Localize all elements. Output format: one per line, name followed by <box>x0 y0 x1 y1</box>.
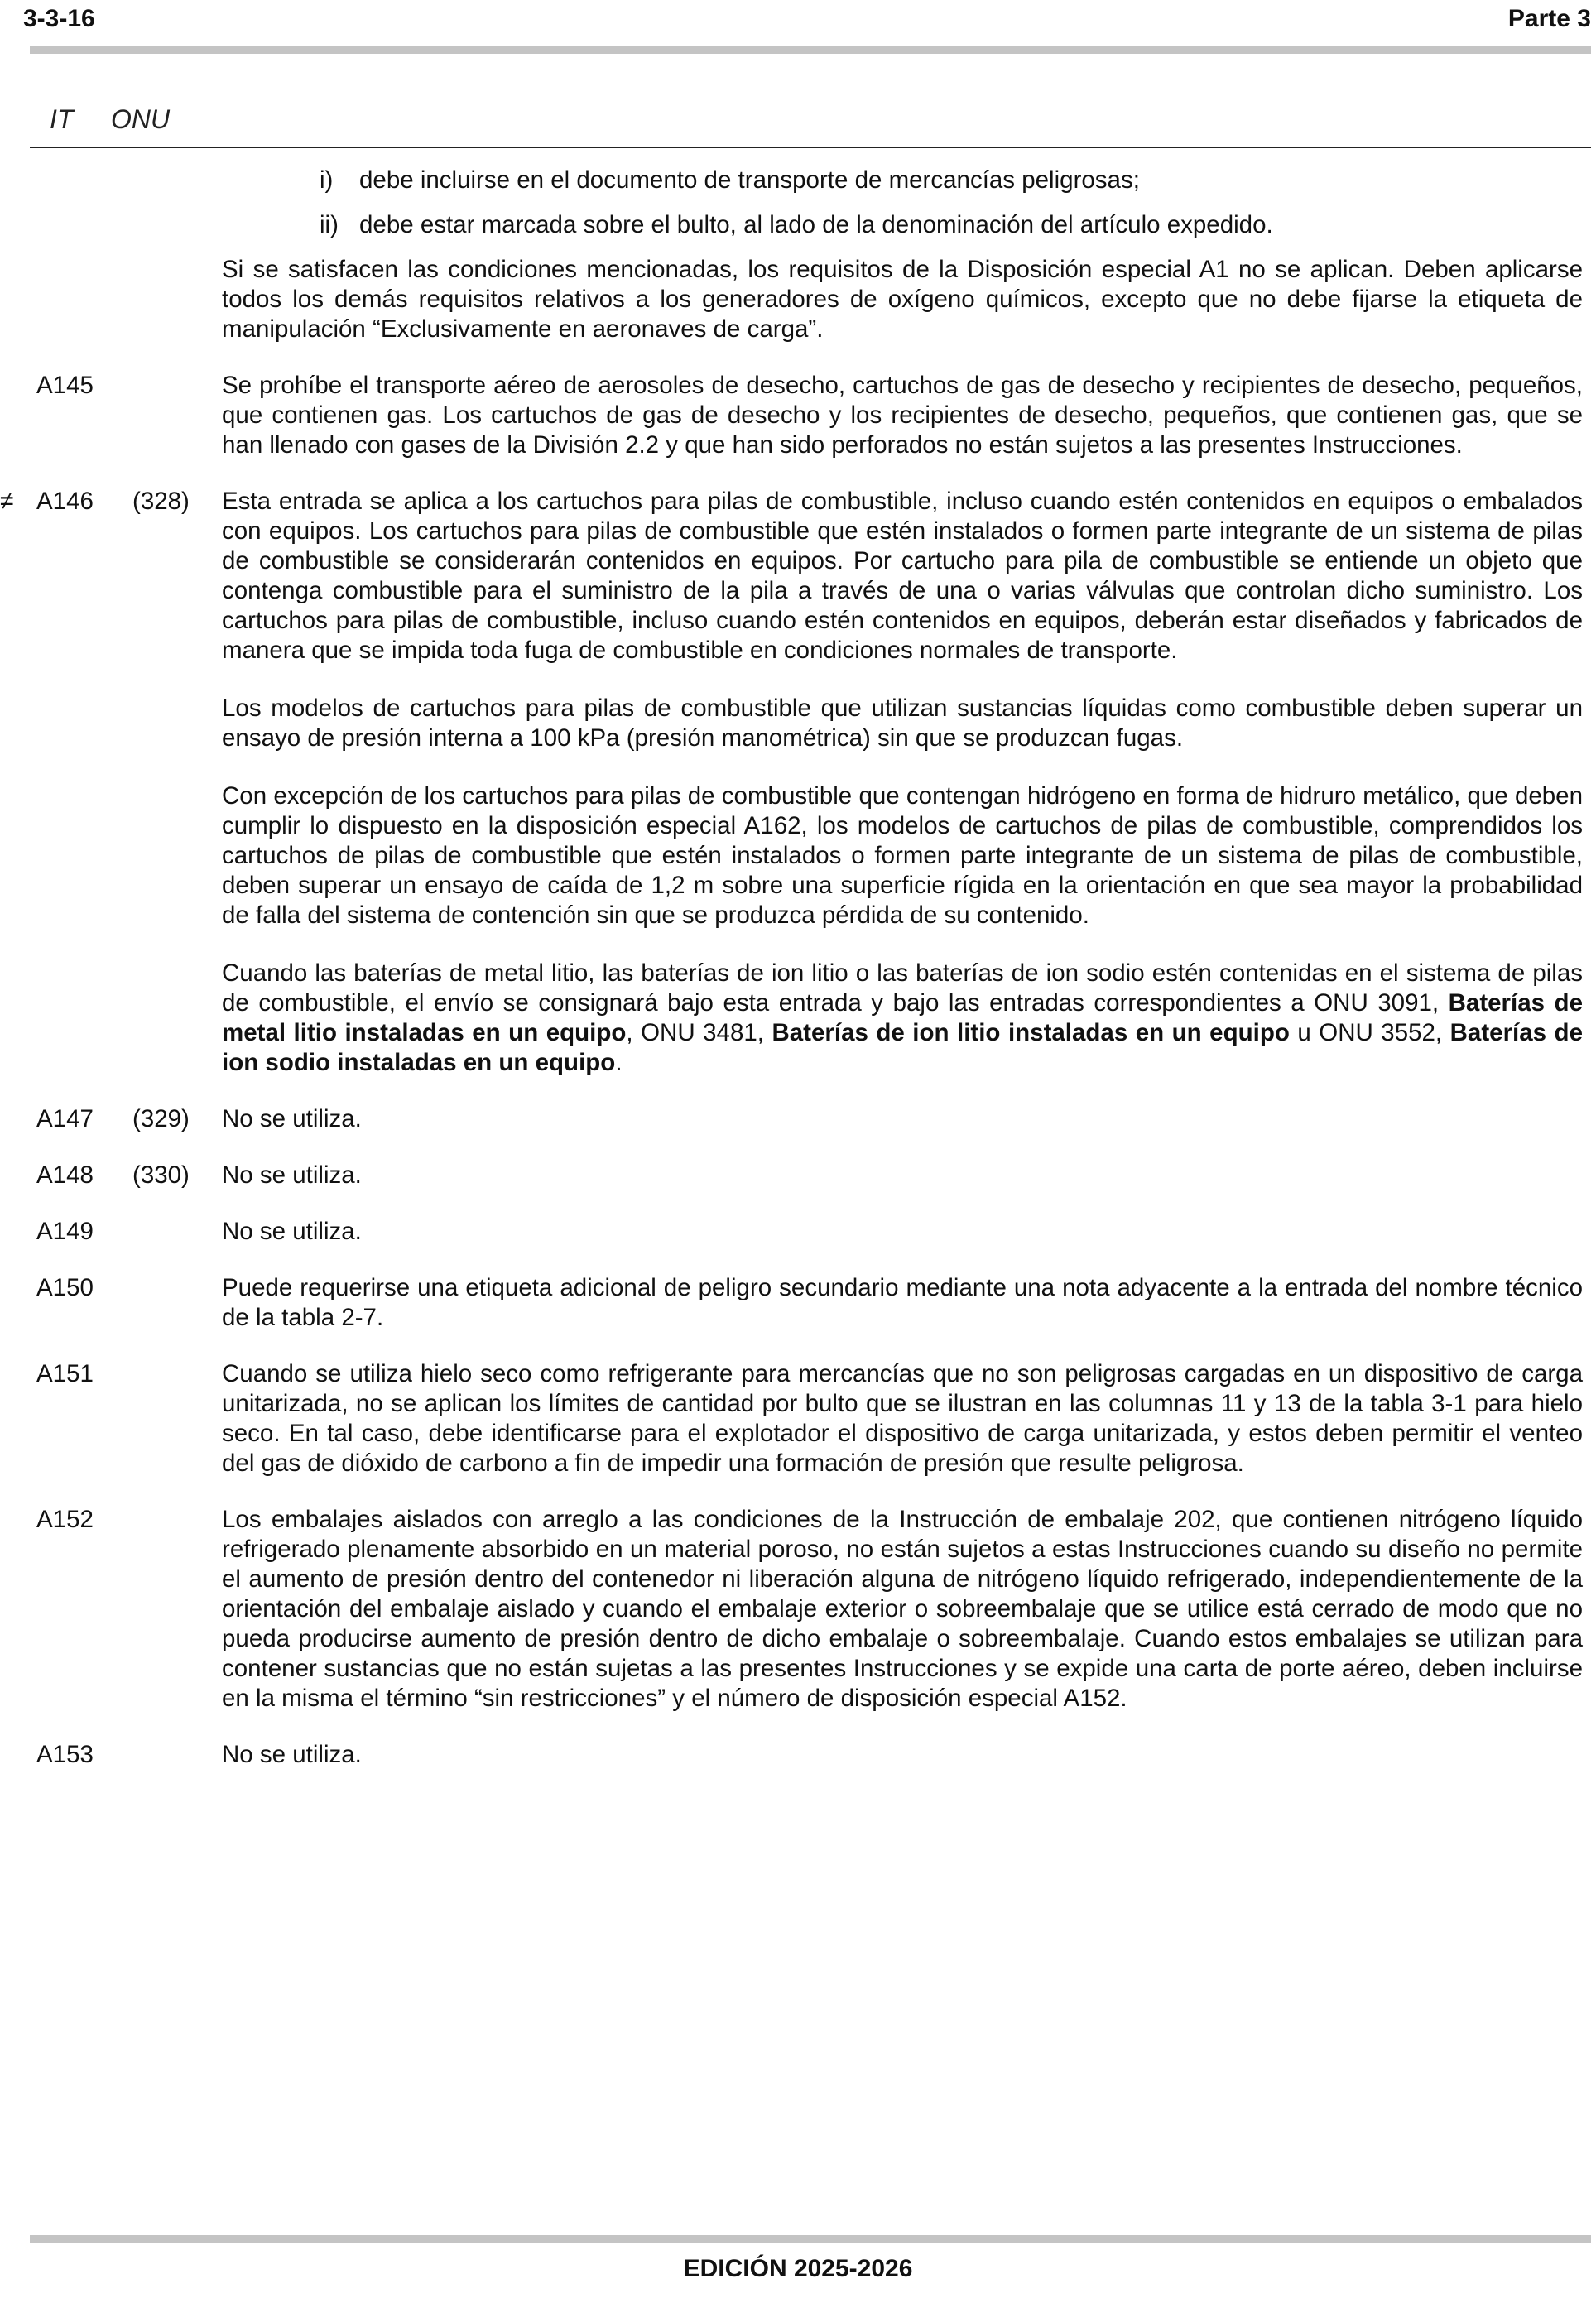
list-item-text: debe estar marcada sobre el bulto, al lado de la denominación del artículo expedido. <box>359 211 1273 238</box>
page-number: 3-3-16 <box>23 5 95 32</box>
header-rule <box>30 46 1591 54</box>
text-run: . <box>615 1049 623 1076</box>
entry-a147 <box>0 1104 1591 1134</box>
entry-a146 <box>0 487 1591 1078</box>
entry-a153 <box>0 1740 1591 1770</box>
entry-text: Puede requerirse una etiqueta adicional de peligro secundario mediante una nota adyacente a la entrada del nombre técnico de la tabla 2-7. <box>222 1274 1583 1331</box>
list-item-label: i) <box>320 166 334 194</box>
entry-text: Cuando se utiliza hielo seco como refrigerante para mercancías que no son peligrosas cargadas en un dispositivo de carga unitarizada, no se aplican los límites de cantidad por bulto que se ilustran en las columnas 11 y 13 de la tabla 3-1 para hielo seco. En tal caso, debe identificarse para el explotador el dispositivo de carga unitarizada, y estos deben permitir el venteo del gas de dióxido de carbono a fin de impedir una formación de presión que resulte peligrosa. <box>222 1360 1583 1477</box>
entry-un-reference: (330) <box>132 1161 190 1189</box>
entry-code: A149 <box>36 1218 94 1245</box>
entry-a149 <box>0 1217 1591 1247</box>
list-item-label: ii) <box>320 211 339 238</box>
entry-text: No se utiliza. <box>222 1105 362 1132</box>
intro-paragraph: Si se satisfacen las condiciones mencionadas, los requisitos de la Disposición especial A1 no se aplican. Deben aplicarse todos los demás requisitos relativos a los generadores de oxígeno químicos, excepto que no debe fijarse la etiqueta de manipulación “Exclusivamente en aeronaves de carga”. <box>222 256 1583 343</box>
entry-text: No se utiliza. <box>222 1218 362 1245</box>
entry-paragraph-3: Con excepción de los cartuchos para pilas de combustible que contengan hidrógeno en forma de hidruro metálico, que deben cumplir lo dispuesto en la disposición especial A162, los modelos de cartuchos de pilas de combustible, comprendidos los cartuchos de pilas de combustible que estén instalados o formen parte integrante de un sistema de pilas de combustible, deben superar un ensayo de caída de 1,2 m sobre una superficie rígida en la orientación en que sea mayor la probabilidad de falla del sistema de contención sin que se produzca pérdida de su contenido. <box>222 782 1583 929</box>
entry-a148 <box>0 1161 1591 1190</box>
entry-code: A153 <box>36 1741 94 1768</box>
list-item-i <box>320 166 1591 195</box>
entry-a152 <box>0 1505 1591 1714</box>
entry-a150 <box>0 1273 1591 1333</box>
document-body <box>0 166 1591 1796</box>
column-heading-rule <box>30 147 1591 148</box>
entry-text: Los embalajes aislados con arreglo a las condiciones de la Instrucción de embalaje 202, que contienen nitrógeno líquido refrigerado plenamente absorbido en un material poroso, no están sujetos a estas Instrucciones cuando su diseño no permite el aumento de presión dentro del contenedor ni liberación alguna de nitrógeno líquido refrigerado, independientemente de la orientación del embalaje aislado y cuando el embalaje exterior o sobreembalaje que se utilice está cerrado de modo que no pueda producirse aumento de presión dentro de dicho embalaje o sobreembalaje. Cuando estos embalajes se utilizan para contener sustancias que no están sujetas a las presentes Instrucciones y se expide una carta de porte aéreo, deben incluirse en la misma el término “sin restricciones” y el número de disposición especial A152. <box>222 1506 1583 1712</box>
part-label: Parte 3 <box>1507 5 1591 32</box>
entry-paragraph-2: Los modelos de cartuchos para pilas de combustible que utilizan sustancias líquidas como combustible deben superar un ensayo de presión interna a 100 kPa (presión manométrica) sin que se produzcan fugas. <box>222 695 1583 752</box>
entry-text: No se utiliza. <box>222 1741 362 1768</box>
bold-entry-name: Baterías de ion litio instaladas en un equipo <box>772 1019 1290 1046</box>
entry-code: A146 <box>36 488 94 515</box>
text-run: , ONU 3481, <box>626 1019 772 1046</box>
entry-un-reference: (328) <box>132 488 190 515</box>
entry-text: Se prohíbe el transporte aéreo de aerosoles de desecho, cartuchos de gas de desecho y recipientes de desecho, pequeños, que contienen gas. Los cartuchos de gas de desecho y los recipientes de desecho, pequeños, que contienen gas, que se han llenado con gases de la División 2.2 y que han sido perforados no están sujetos a las presentes Instrucciones. <box>222 372 1583 459</box>
footer-rule <box>30 2235 1591 2243</box>
entry-code: A148 <box>36 1161 94 1189</box>
entry-paragraph-1: Esta entrada se aplica a los cartuchos para pilas de combustible, incluso cuando estén contenidos en equipos o embalados con equipos. Los cartuchos para pilas de combustible que estén instalados o formen parte integrante de un sistema de pilas de combustible se considerarán contenidos en equipos. Por cartucho para pila de combustible se entiende un objeto que contenga combustible para el suministro de la pila a través de una o varias válvulas que controlan dicho suministro. Los cartuchos para pilas de combustible, incluso cuando estén contenidos en equipos, deberán estar diseñados y fabricados de manera que se impida toda fuga de combustible en condiciones normales de transporte. <box>222 488 1583 664</box>
entry-code: A147 <box>36 1105 94 1132</box>
column-heading-onu: ONU <box>111 104 171 134</box>
entry-un-reference: (329) <box>132 1105 190 1132</box>
list-item-ii <box>320 210 1591 240</box>
edition-footer: EDICIÓN 2025-2026 <box>683 2255 913 2282</box>
entry-code: A145 <box>36 372 94 399</box>
column-heading-it: IT <box>50 104 74 134</box>
bold-entry-name: Baterías de ion sodio instaladas en un equipo <box>222 1019 1583 1076</box>
entry-paragraph-4 <box>222 959 1583 1078</box>
entry-a145 <box>0 371 1591 460</box>
entry-a151 <box>0 1359 1591 1478</box>
entry-code: A151 <box>36 1360 94 1387</box>
entry-code: A150 <box>36 1274 94 1301</box>
entry-code: A152 <box>36 1506 94 1533</box>
change-mark: ≠ <box>0 488 14 515</box>
bold-entry-name: Baterías de metal litio instaladas en un equipo <box>222 989 1583 1046</box>
text-run: u ONU 3552, <box>1289 1019 1450 1046</box>
list-item-text: debe incluirse en el documento de transporte de mercancías peligrosas; <box>359 166 1140 194</box>
entry-text: No se utiliza. <box>222 1161 362 1189</box>
text-run: Cuando las baterías de metal litio, las baterías de ion litio o las baterías de ion sodio estén contenidas en el sistema de pilas de combustible, el envío se consignará bajo esta entrada y bajo las entradas correspondientes a ONU 3091, <box>222 959 1583 1017</box>
